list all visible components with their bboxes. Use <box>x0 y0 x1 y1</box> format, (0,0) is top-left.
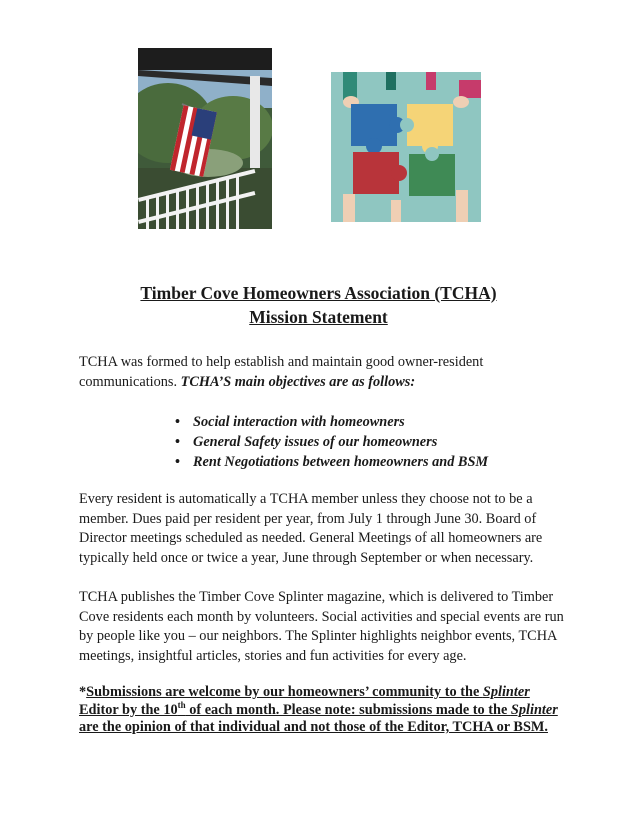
puzzle-hands-icon <box>331 72 481 222</box>
page-title: Timber Cove Homeowners Association (TCHA) <box>140 283 497 303</box>
note-splinter-2: Splinter <box>510 701 558 718</box>
note-splinter-1: Splinter <box>482 684 530 700</box>
note-asterisk: * <box>79 684 87 700</box>
list-item: • Rent Negotiations between homeowners and BSM <box>175 452 488 472</box>
intro-text: TCHA was formed to help establish and maintain good owner-resident communications. <box>79 354 484 390</box>
note-part3: of each month. Please note: submissions made to the <box>185 701 511 718</box>
note-part4: are the opinion of that individual and not those of the Editor, TCHA or BSM. <box>79 719 548 735</box>
porch-flag-icon <box>138 48 272 229</box>
note-part1: Submissions are welcome by our homeowners’ community to the <box>86 684 483 700</box>
intro-paragraph <box>79 353 579 392</box>
list-item: • General Safety issues of our homeowners <box>175 432 488 452</box>
porch-flag-photo <box>138 48 272 229</box>
splinter-paragraph: TCHA publishes the Timber Cove Splinter magazine, which is delivered to Timber Cove residents each month by volunteers. Social activities and special events are run by people like you – our neighbors. The Splinter highlights neighbor events, TCHA meetings, insightful articles, stories and fun activities for every age. <box>79 589 564 664</box>
intro-emphasis: TCHA’S main objectives are as follows: <box>180 373 416 390</box>
note-text <box>79 684 558 735</box>
submission-note <box>79 684 559 737</box>
membership-paragraph: Every resident is automatically a TCHA member unless they choose not to be a member. Dues paid per resident per year, from July 1 through June 30. Board of Director meetings scheduled as needed. General Meetings of all homeowners are typically held once or twice a year, June through September or when necessary. <box>79 491 543 566</box>
note-superscript: th <box>177 699 186 710</box>
puzzle-illustration <box>331 72 481 222</box>
objectives-list <box>175 412 488 472</box>
note-part2: Editor by the 10 <box>79 701 178 718</box>
page-subtitle: Mission Statement <box>249 307 388 327</box>
list-item: • Social interaction with homeowners <box>175 412 488 432</box>
